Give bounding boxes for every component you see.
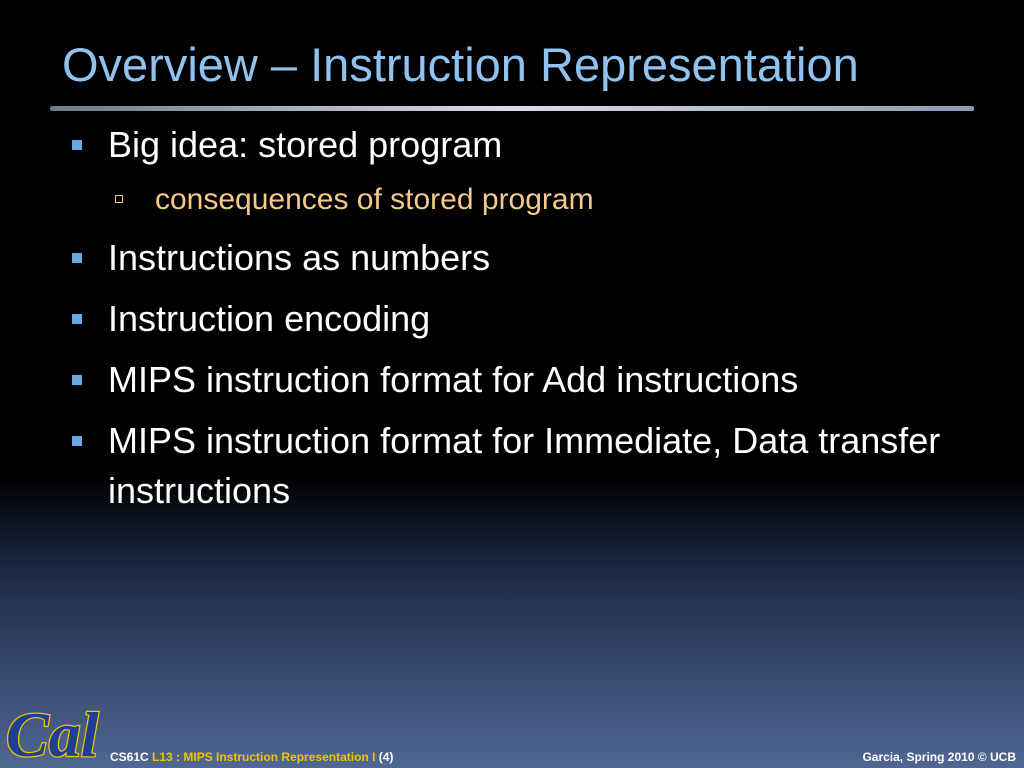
- bullet-item: [108, 355, 968, 405]
- sub-bullet-text: consequences of stored program: [155, 183, 594, 216]
- footer-lecture: L13 : MIPS Instruction Representation I: [152, 750, 376, 764]
- hollow-square-icon: [115, 195, 123, 203]
- footer-left: [110, 750, 393, 764]
- footer-course: CS61C: [110, 750, 149, 764]
- bullet-square-icon: [72, 253, 82, 263]
- bullet-square-icon: [72, 375, 82, 385]
- bullet-item: [108, 416, 968, 516]
- sub-bullet-item: [155, 180, 955, 220]
- bullet-square-icon: [72, 436, 82, 446]
- footer-page: (4): [378, 750, 394, 764]
- footer-credit: Garcia, Spring 2010 © UCB: [862, 750, 1016, 764]
- cal-logo: [2, 690, 102, 768]
- title-underline: [50, 106, 974, 111]
- cal-logo-text: Cal: [6, 699, 99, 768]
- bullet-text: Instruction encoding: [108, 298, 431, 339]
- bullet-text: Instructions as numbers: [108, 237, 491, 278]
- bullet-text: Big idea: stored program: [108, 124, 503, 165]
- bullet-text: MIPS instruction format for Immediate, Data transfer instructions: [108, 420, 941, 511]
- bullet-item: [108, 233, 968, 283]
- bullet-square-icon: [72, 314, 82, 324]
- slide-title: Overview – Instruction Representation: [62, 38, 859, 91]
- bullet-item: [108, 294, 968, 344]
- bullet-text: MIPS instruction format for Add instructions: [108, 359, 799, 400]
- bullet-item: [108, 120, 968, 170]
- bullet-square-icon: [72, 140, 82, 150]
